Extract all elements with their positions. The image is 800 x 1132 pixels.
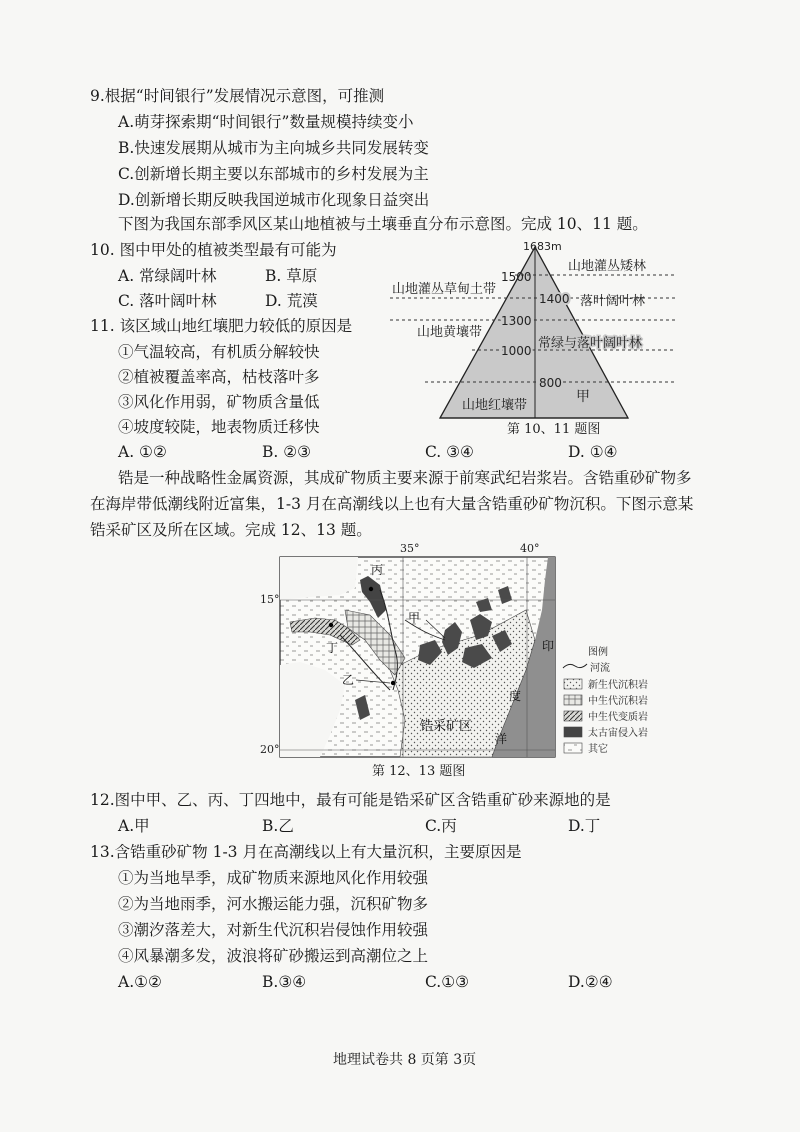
legend-cenozoic-swatch xyxy=(564,679,582,689)
q11-option-b: B. ②③ xyxy=(262,443,312,461)
label-bing: 丙 xyxy=(371,563,384,577)
label-jia-map: 甲 xyxy=(408,611,421,625)
q13-option-b: B.③④ xyxy=(262,973,307,991)
legend-other: 其它 xyxy=(588,744,608,755)
q10-option-d: D. 荒漠 xyxy=(265,292,318,310)
legend-metamorphic: 中生代变质岩 xyxy=(588,712,648,723)
legend-other-swatch xyxy=(564,743,582,753)
intro-12-13-line1: 锆是一种战略性金属资源，其成矿物质主要来源于前寒武纪岩浆岩。含锆重砂矿物多 xyxy=(118,469,692,487)
q9-option-c: C.创新增长期主要以东部城市的乡村发展为主 xyxy=(118,165,429,183)
lon-35: 35° xyxy=(400,542,420,555)
q12-stem: 12.图中甲、乙、丙、丁四地中，最有可能是锆采矿区含锆重矿砂来源地的是 xyxy=(90,791,611,809)
legend-archean-swatch xyxy=(564,727,582,737)
label-yellow-soil: 山地黄壤带 xyxy=(417,325,483,340)
map-fig-caption: 第 12、13 题图 xyxy=(372,764,466,779)
lat-15: 15° xyxy=(260,593,280,606)
legend-river-icon xyxy=(563,664,587,668)
label-mixed-forest: 常绿与落叶阔叶林 xyxy=(538,336,643,351)
q9-option-b: B.快速发展期从城市为主向城乡共同发展转变 xyxy=(118,139,429,157)
label-yi: 乙 xyxy=(342,673,355,687)
q11-item-1: ①气温较高，有机质分解较快 xyxy=(118,343,320,361)
label-shrub-forest: 山地灌丛矮林 xyxy=(568,259,647,274)
elev-1300: 1300 xyxy=(501,314,532,328)
legend-archean: 太古宙侵入岩 xyxy=(588,728,648,739)
q12-option-b: B.乙 xyxy=(262,817,294,835)
page-footer: 地理试卷共 8 页第 3页 xyxy=(333,1052,477,1068)
q11-option-d: D. ①④ xyxy=(568,443,618,461)
q9-option-d: D.创新增长期反映我国逆城市化现象日益突出 xyxy=(118,191,430,209)
q11-item-4: ④坡度较陡，地表物质迁移快 xyxy=(118,418,320,436)
q13-stem: 13.含锆重砂矿物 1-3 月在高潮线以上有大量沉积，主要原因是 xyxy=(90,843,522,861)
zircon-mining-map xyxy=(230,540,680,770)
elev-800: 800 xyxy=(539,376,562,390)
lon-40: 40° xyxy=(520,542,540,555)
ocean-char-3: 洋 xyxy=(495,732,508,746)
q10-stem: 10. 图中甲处的植被类型最有可能为 xyxy=(90,241,337,259)
mountain-fig-caption: 第 10、11 题图 xyxy=(507,422,601,437)
legend-river: 河流 xyxy=(590,663,610,674)
intro-12-13-line3: 锆采矿区及所在区域。完成 12、13 题。 xyxy=(90,521,372,539)
q13-option-d: D.②④ xyxy=(568,973,613,991)
mountain-vertical-zonation-figure xyxy=(380,240,680,440)
q11-option-c: C. ③④ xyxy=(425,443,474,461)
q13-item-1: ①为当地旱季，成矿物质来源地风化作用较强 xyxy=(118,869,429,887)
elev-1000: 1000 xyxy=(501,344,532,358)
q13-item-3: ③潮汐落差大，对新生代沉积岩侵蚀作用较强 xyxy=(118,921,429,939)
label-red-soil: 山地红壤带 xyxy=(462,398,528,413)
q12-option-d: D.丁 xyxy=(568,817,601,835)
ocean-char-2: 度 xyxy=(509,689,522,703)
ocean-char-1: 印 xyxy=(542,639,555,653)
q12-option-c: C.丙 xyxy=(425,817,457,835)
q11-stem: 11. 该区域山地红壤肥力较低的原因是 xyxy=(90,317,353,335)
label-mining-area: 锆采矿区 xyxy=(420,719,473,734)
label-deciduous-forest: 落叶阔叶林 xyxy=(580,294,646,309)
legend-mesozoic: 中生代沉积岩 xyxy=(588,696,648,707)
elev-1400: 1400 xyxy=(539,292,570,306)
q11-item-2: ②植被覆盖率高，枯枝落叶多 xyxy=(118,368,320,386)
q13-item-2: ②为当地雨季，河水搬运能力强，沉积矿物多 xyxy=(118,895,429,913)
q13-option-c: C.①③ xyxy=(425,973,470,991)
q13-item-4: ④风暴潮多发，波浪将矿砂搬运到高潮位之上 xyxy=(118,947,429,965)
peak-elevation: 1683m xyxy=(523,240,562,253)
lat-20: 20° xyxy=(260,743,280,756)
q11-item-3: ③风化作用弱，矿物质含量低 xyxy=(118,393,320,411)
legend-cenozoic: 新生代沉积岩 xyxy=(588,680,648,691)
intro-12-13-line2: 在海岸带低潮线附近富集，1-3 月在高潮线以上也有大量含锆重砂矿物沉积。下图示意某 xyxy=(90,495,694,513)
legend-mesozoic-swatch xyxy=(564,695,582,705)
q10-option-c: C. 落叶阔叶林 xyxy=(118,292,217,310)
q9-stem: 9.根据“时间银行”发展情况示意图，可推测 xyxy=(90,87,385,105)
label-ding: 丁 xyxy=(326,641,339,655)
q11-option-a: A. ①② xyxy=(118,443,167,461)
intro-10-11: 下图为我国东部季风区某山地植被与土壤垂直分布示意图。完成 10、11 题。 xyxy=(118,215,648,233)
label-shrub-meadow-soil: 山地灌丛草甸土带 xyxy=(392,282,497,297)
q9-option-a: A.萌芽探索期“时间银行”数量规模持续变小 xyxy=(118,113,414,131)
legend-metamorphic-swatch xyxy=(564,711,582,721)
legend-title: 图例 xyxy=(588,647,608,658)
q13-option-a: A.①② xyxy=(118,973,162,991)
q12-option-a: A.甲 xyxy=(118,817,150,835)
q10-option-b: B. 草原 xyxy=(265,267,318,285)
label-jia: 甲 xyxy=(576,389,590,405)
q10-option-a: A. 常绿阔叶林 xyxy=(118,267,217,285)
elev-1500: 1500 xyxy=(501,270,532,284)
